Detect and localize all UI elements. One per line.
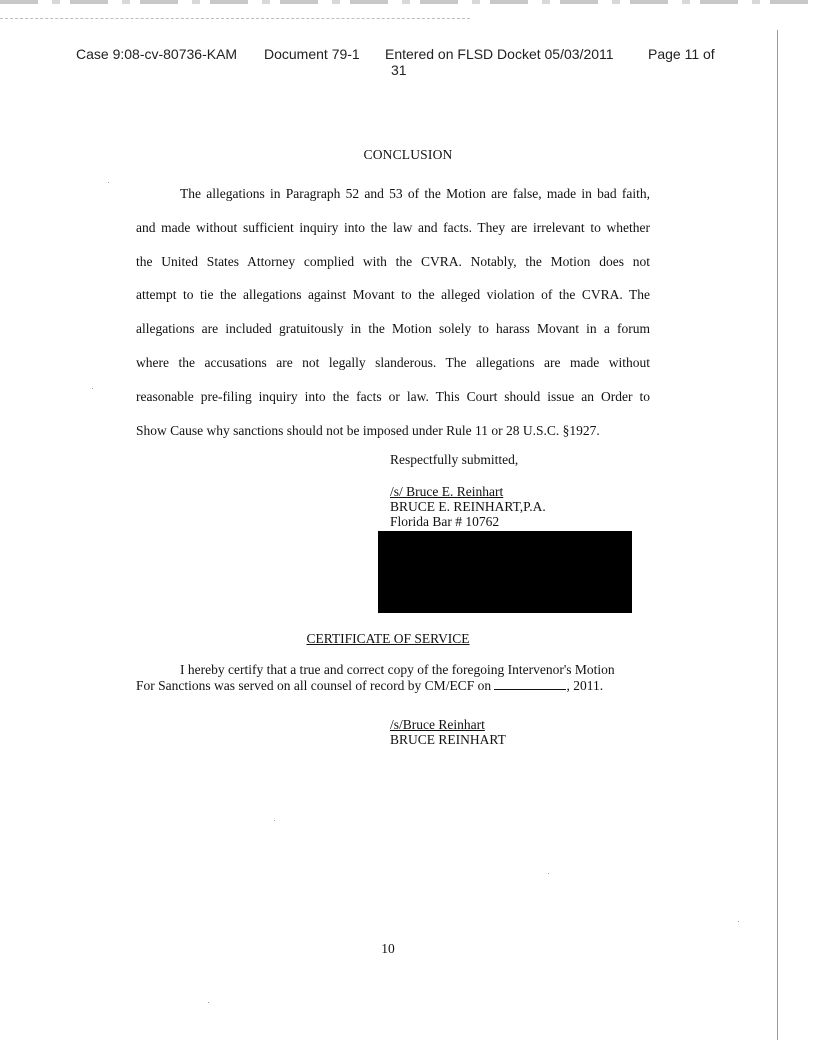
signature-block bbox=[390, 484, 546, 529]
firm-name: BRUCE E. REINHART,P.A. bbox=[390, 499, 546, 514]
paragraph-line: where the accusations are not legally slanderous. The allegations are made without bbox=[136, 354, 650, 370]
scan-edge-top bbox=[0, 0, 816, 4]
scan-speck bbox=[92, 388, 93, 389]
paragraph-line: The allegations in Paragraph 52 and 53 of the Motion are false, made in bad faith, bbox=[180, 186, 650, 201]
paragraph-line: allegations are included gratuitously in the Motion solely to harass Movant in a forum bbox=[136, 321, 650, 337]
certificate-year: , 2011. bbox=[566, 678, 604, 693]
header-document: Document 79-1 bbox=[264, 46, 360, 62]
conclusion-title: CONCLUSION bbox=[363, 147, 453, 162]
certificate-line-text: For Sanctions was served on all counsel of record by CM/ECF on bbox=[136, 678, 492, 693]
closing-phrase: Respectfully submitted, bbox=[390, 452, 519, 467]
header-entered: Entered on FLSD Docket 05/03/2011 bbox=[385, 46, 614, 62]
certificate-signer-name: BRUCE REINHART bbox=[390, 732, 506, 747]
scan-edge-right bbox=[777, 30, 778, 1040]
certificate-title: CERTIFICATE OF SERVICE bbox=[306, 631, 470, 646]
scan-speck bbox=[274, 820, 275, 821]
certificate-line bbox=[136, 678, 656, 694]
electronic-signature: /s/ Bruce E. Reinhart bbox=[390, 484, 504, 499]
certificate-paragraph bbox=[136, 662, 656, 694]
conclusion-paragraph bbox=[136, 177, 650, 447]
paragraph-line: the United States Attorney complied with the CVRA. Notably, the Motion does not bbox=[136, 253, 650, 269]
header-page-label: Page 11 of bbox=[648, 46, 715, 62]
bar-number: Florida Bar # 10762 bbox=[390, 514, 500, 529]
certificate-line: I hereby certify that a true and correct copy of the foregoing Intervenor's Motion bbox=[180, 662, 615, 677]
header-page-total: 31 bbox=[391, 62, 407, 78]
paragraph-line: reasonable pre-filing inquiry into the facts or law. This Court should issue an Order to bbox=[136, 388, 650, 404]
scan-speck bbox=[548, 873, 549, 874]
scan-line-top bbox=[0, 18, 470, 19]
paragraph-line: Show Cause why sanctions should not be imposed under Rule 11 or 28 U.S.C. §1927. bbox=[136, 422, 600, 438]
header-case: Case 9:08-cv-80736-KAM bbox=[76, 46, 238, 62]
scan-speck bbox=[108, 182, 109, 183]
redaction-box bbox=[378, 531, 632, 613]
paragraph-line: attempt to tie the allegations against Movant to the alleged violation of the CVRA. The bbox=[136, 287, 650, 303]
paragraph-line: and made without sufficient inquiry into the law and facts. They are irrelevant to whether bbox=[136, 219, 650, 235]
date-blank bbox=[494, 678, 566, 690]
certificate-signature-block bbox=[390, 717, 506, 747]
page-number: 10 bbox=[381, 941, 395, 956]
certificate-signature: /s/Bruce Reinhart bbox=[390, 717, 485, 732]
scan-speck bbox=[738, 921, 739, 922]
scan-speck bbox=[208, 1002, 209, 1003]
